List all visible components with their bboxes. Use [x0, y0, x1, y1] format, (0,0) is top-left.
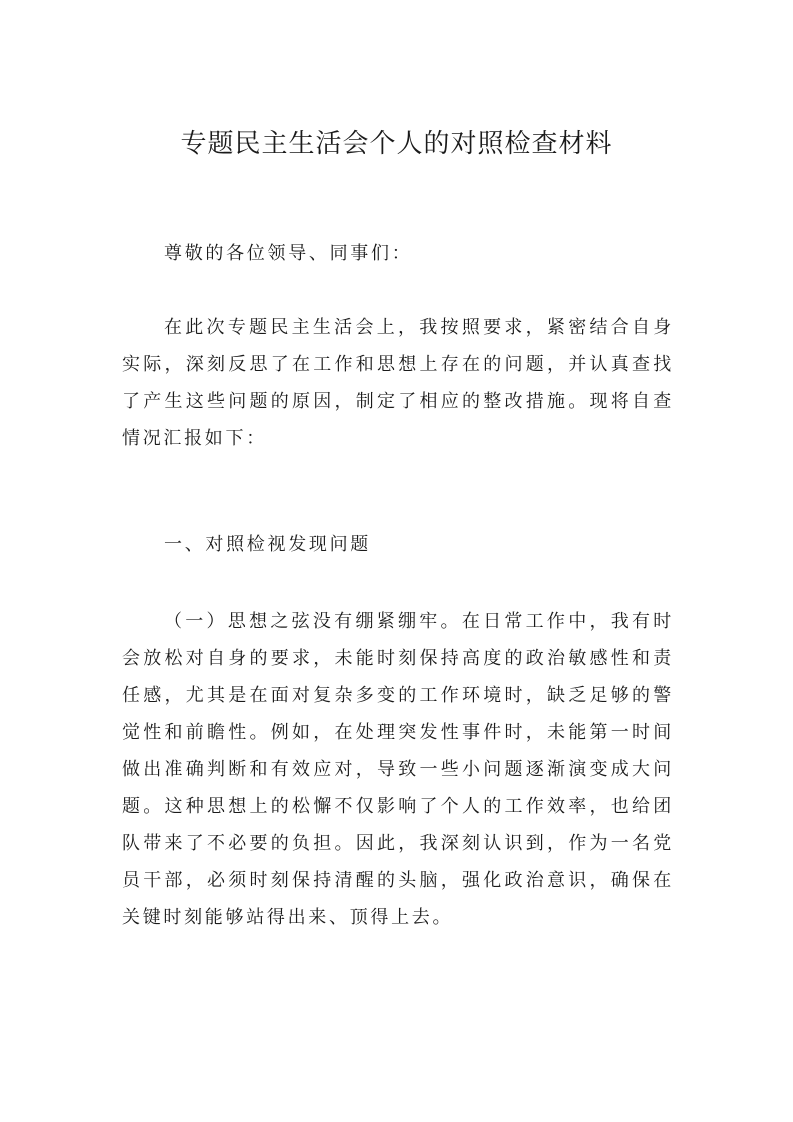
greeting-paragraph: 尊敬的各位领导、同事们：: [164, 243, 413, 264]
body-paragraph: （一）思想之弦没有绷紧绷牢。在日常工作中，我有时会放松对自身的要求，未能时刻保持高度的政治敏感性和责任感，尤其是在面对复杂多变的工作环境时，缺乏足够的警觉性和前瞻性。例如，在处理突发性事件时，未能第一时间做出准确判断和有效应对，导致一些小问题逐渐演变成大问题。这种思想上的松懈不仅影响了个人的工作效率，也给团队带来了不必要的负担。因此，我深刻认识到，作为一名党员干部，必须时刻保持清醒的头脑，强化政治意识，确保在关键时刻能够站得出来、顶得上去。: [122, 611, 674, 928]
document-title: 专题民主生活会个人的对照检查材料: [180, 129, 613, 159]
intro-paragraph: 在此次专题民主生活会上，我按照要求，紧密结合自身实际，深刻反思了在工作和思想上存在的问题，并认真查找了产生这些问题的原因，制定了相应的整改措施。现将自查情况汇报如下：: [122, 317, 674, 449]
section-heading: 一、对照检视发现问题: [164, 534, 371, 555]
